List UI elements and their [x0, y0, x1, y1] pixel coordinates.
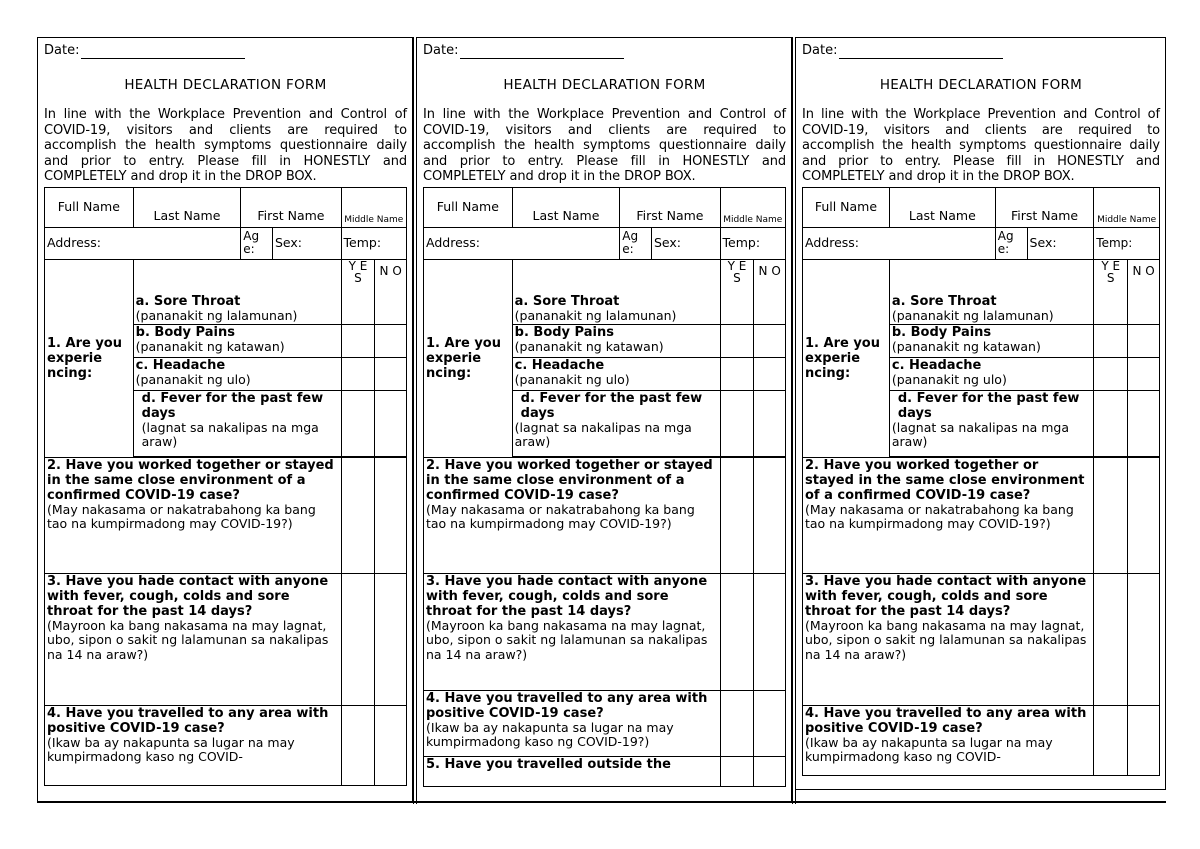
yes-header: Y E S [1094, 259, 1128, 324]
temp-field[interactable]: Temp: [720, 227, 785, 259]
q2-yes-box[interactable] [341, 457, 375, 573]
first-name-field[interactable]: First Name [995, 187, 1094, 227]
form-title: HEALTH DECLARATION FORM [879, 77, 1083, 93]
q1b-no-box[interactable] [1128, 324, 1160, 357]
sex-field[interactable]: Sex: [272, 227, 341, 259]
q4-title: 4. Have you travelled to any area with positive COVID-19 case? [426, 690, 708, 721]
form-title: HEALTH DECLARATION FORM [503, 77, 706, 93]
q3-yes-box[interactable] [341, 573, 375, 705]
q1d-yes-box[interactable] [1094, 390, 1128, 456]
q1d-no-box[interactable] [375, 390, 407, 456]
q2-title: 2. Have you worked together or stayed in the same close environment of a confirmed COVID-19 case? [426, 457, 713, 503]
q1b-title: b. Body Pains [514, 324, 614, 340]
q1b-yes-box[interactable] [341, 324, 375, 357]
q3-no-box[interactable] [375, 573, 407, 705]
age-field[interactable]: Ag e: [620, 227, 652, 259]
q1b-yes-box[interactable] [720, 324, 754, 357]
q1a-sub: (pananakit ng lalamunan) [891, 308, 1054, 323]
q1c-yes-box[interactable] [341, 357, 375, 390]
q1c-yes-box[interactable] [720, 357, 754, 390]
full-name-label: Full Name [45, 187, 134, 227]
temp-field[interactable]: Temp: [341, 227, 406, 259]
q1c-title: c. Headache [891, 357, 982, 373]
q3-no-box[interactable] [1128, 573, 1160, 705]
q1d-sub: (lagnat sa nakalipas na mga araw) [141, 419, 319, 449]
no-header: N O [754, 259, 786, 324]
q1c-sub: (pananakit ng ulo) [514, 371, 630, 387]
q1b-sub: (pananakit ng katawan) [135, 338, 285, 354]
age-field[interactable]: Ag e: [995, 227, 1027, 259]
q4-yes-box[interactable] [720, 690, 754, 756]
form-intro: In line with the Workplace Prevention and Control of COVID-19, visitors and clients are required to accomplish the health symptoms questionnaire daily and prior to entry. Please fill in HONESTLY and COMPLETELY and drop it in the DROP BOX. [802, 107, 1160, 184]
q4-sub: (Ikaw ba ay nakapunta sa lugar na may kumpirmadong kaso ng COVID- [805, 734, 1053, 764]
q2-yes-box[interactable] [1094, 457, 1128, 573]
q1a-title: a. Sore Throat [891, 294, 997, 309]
health-form-1 [37, 37, 413, 802]
declaration-table [423, 187, 786, 787]
q1a-sub: (pananakit ng lalamunan) [514, 308, 677, 323]
q5-no-box[interactable] [754, 756, 786, 786]
q4-yes-box[interactable] [1094, 705, 1128, 775]
last-name-field[interactable]: Last Name [512, 187, 620, 227]
q4-sub: (Ikaw ba ay nakapunta sa lugar na may kumpirmadong kaso ng COVID-19?) [426, 719, 674, 749]
first-name-field[interactable]: First Name [241, 187, 341, 227]
q1c-no-box[interactable] [1128, 357, 1160, 390]
q1c-title: c. Headache [135, 357, 226, 373]
address-field[interactable]: Address: [803, 227, 996, 259]
declaration-table [802, 187, 1160, 776]
q2-no-box[interactable] [1128, 457, 1160, 573]
address-field[interactable]: Address: [424, 227, 620, 259]
q2-sub: (May nakasama or nakatrabahong ka bang tao na kumpirmadong may COVID-19?) [426, 501, 695, 531]
q1d-sub: (lagnat sa nakalipas na mga araw) [891, 419, 1070, 449]
age-field[interactable]: Ag e: [241, 227, 273, 259]
q1d-yes-box[interactable] [720, 390, 754, 456]
q2-yes-box[interactable] [720, 457, 754, 573]
q4-no-box[interactable] [1128, 705, 1160, 775]
q2-title: 2. Have you worked together or stayed in the same close environment of a confirmed COVID-19 case? [47, 457, 334, 503]
q3-yes-box[interactable] [1094, 573, 1128, 705]
q3-title: 3. Have you hade contact with anyone with fever, cough, colds and sore throat for the past 14 days? [426, 573, 708, 619]
sex-field[interactable]: Sex: [651, 227, 720, 259]
yes-header: Y E S [341, 259, 375, 324]
q1b-title: b. Body Pains [891, 324, 992, 340]
q5-title: 5. Have you travelled outside the [426, 756, 671, 772]
date-line[interactable] [81, 45, 245, 59]
q3-sub: (Mayroon ka bang nakasama na may lagnat, ubo, sipon o sakit ng lalamunan sa nakalipas na 14 na araw?) [47, 617, 329, 662]
form-intro: In line with the Workplace Prevention and Control of COVID-19, visitors and clients are required to accomplish the health symptoms questionnaire daily and prior to entry. Please fill in HONESTLY and COMPLETELY and drop it in the DROP BOX. [423, 107, 786, 184]
q1b-no-box[interactable] [375, 324, 407, 357]
q1a-title: a. Sore Throat [514, 294, 620, 309]
form-intro: In line with the Workplace Prevention and Control of COVID-19, visitors and clients are required to accomplish the health symptoms questionnaire daily and prior to entry. Please fill in HONESTLY and COMPLETELY and drop it in the DROP BOX. [44, 107, 407, 184]
q3-yes-box[interactable] [720, 573, 754, 690]
q4-no-box[interactable] [754, 690, 786, 756]
q1b-sub: (pananakit ng katawan) [514, 338, 664, 354]
no-header: N O [1128, 259, 1160, 324]
q4-title: 4. Have you travelled to any area with positive COVID-19 case? [47, 705, 329, 736]
temp-field[interactable]: Temp: [1094, 227, 1160, 259]
middle-name-field[interactable]: Middle Name [1094, 187, 1160, 227]
q1d-no-box[interactable] [1128, 390, 1160, 456]
full-name-label: Full Name [803, 187, 890, 227]
date-field[interactable]: Date: [423, 42, 786, 59]
q1d-sub: (lagnat sa nakalipas na mga araw) [514, 419, 692, 449]
q1c-no-box[interactable] [375, 357, 407, 390]
q2-no-box[interactable] [754, 457, 786, 573]
q1c-title: c. Headache [514, 357, 605, 373]
q2-title: 2. Have you worked together or stayed in the same close environment of a confirmed COVID-19 case? [805, 457, 1085, 503]
q5-yes-box[interactable] [720, 756, 754, 786]
q1d-title: d. Fever for the past few days [141, 390, 324, 421]
date-line[interactable] [839, 45, 1003, 59]
q3-no-box[interactable] [754, 573, 786, 690]
q2-no-box[interactable] [375, 457, 407, 573]
last-name-field[interactable]: Last Name [133, 187, 241, 227]
date-line[interactable] [460, 45, 624, 59]
q1d-title: d. Fever for the past few days [520, 390, 703, 421]
yes-header: Y E S [720, 259, 754, 324]
q1a-sub: (pananakit ng lalamunan) [135, 308, 298, 323]
health-form-2 [416, 37, 792, 802]
q4-sub: (Ikaw ba ay nakapunta sa lugar na may kumpirmadong kaso ng COVID- [47, 734, 295, 764]
q1a-title: a. Sore Throat [135, 294, 241, 309]
q1d-title: d. Fever for the past few days [897, 390, 1080, 421]
q1c-yes-box[interactable] [1094, 357, 1128, 390]
q1b-sub: (pananakit ng katawan) [891, 338, 1041, 354]
q4-no-box[interactable] [375, 705, 407, 785]
q1c-sub: (pananakit ng ulo) [135, 371, 251, 387]
q1d-no-box[interactable] [754, 390, 786, 456]
last-name-field[interactable]: Last Name [889, 187, 995, 227]
q1-label: 1. Are you experie ncing: [45, 259, 134, 457]
health-form-3 [795, 37, 1166, 790]
declaration-table [44, 187, 407, 786]
q3-title: 3. Have you hade contact with anyone with fever, cough, colds and sore throat for the past 14 days? [47, 573, 329, 619]
address-field[interactable]: Address: [45, 227, 241, 259]
date-field[interactable]: Date: [802, 42, 1160, 59]
form-title: HEALTH DECLARATION FORM [124, 77, 327, 93]
q1-label: 1. Are you experie ncing: [803, 259, 890, 457]
q4-yes-box[interactable] [341, 705, 375, 785]
bottom-border [37, 801, 1166, 803]
q1b-title: b. Body Pains [135, 324, 235, 340]
q3-sub: (Mayroon ka bang nakasama na may lagnat, ubo, sipon o sakit ng lalamunan sa nakalipas na 14 na araw?) [805, 617, 1087, 662]
q1c-sub: (pananakit ng ulo) [891, 371, 1007, 387]
q2-sub: (May nakasama or nakatrabahong ka bang tao na kumpirmadong may COVID-19?) [805, 501, 1074, 531]
q3-sub: (Mayroon ka bang nakasama na may lagnat, ubo, sipon o sakit ng lalamunan sa nakalipas na 14 na araw?) [426, 617, 708, 662]
q1d-yes-box[interactable] [341, 390, 375, 456]
first-name-field[interactable]: First Name [620, 187, 720, 227]
sex-field[interactable]: Sex: [1027, 227, 1094, 259]
q1b-yes-box[interactable] [1094, 324, 1128, 357]
q4-title: 4. Have you travelled to any area with positive COVID-19 case? [805, 705, 1087, 736]
date-field[interactable]: Date: [44, 42, 407, 59]
middle-name-field[interactable]: Middle Name [341, 187, 406, 227]
q2-sub: (May nakasama or nakatrabahong ka bang tao na kumpirmadong may COVID-19?) [47, 501, 316, 531]
no-header: N O [375, 259, 407, 324]
q3-title: 3. Have you hade contact with anyone with fever, cough, colds and sore throat for the past 14 days? [805, 573, 1087, 619]
q1b-no-box[interactable] [754, 324, 786, 357]
q1-label: 1. Are you experie ncing: [424, 259, 513, 457]
full-name-label: Full Name [424, 187, 513, 227]
q1c-no-box[interactable] [754, 357, 786, 390]
middle-name-field[interactable]: Middle Name [720, 187, 785, 227]
